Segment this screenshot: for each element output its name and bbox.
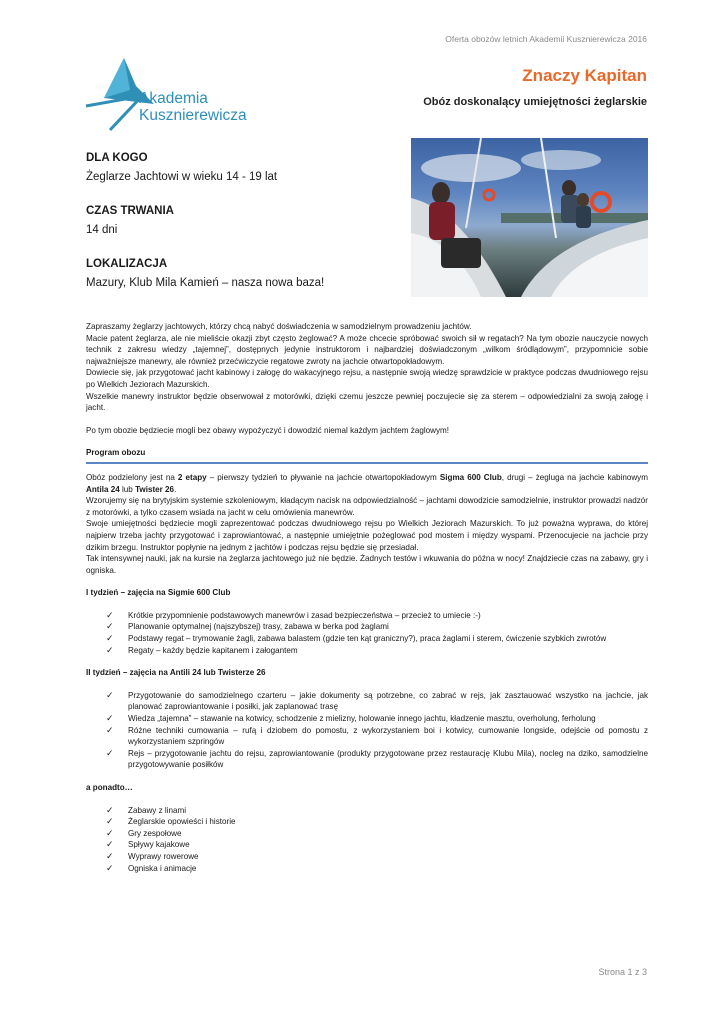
extra-heading: a ponadto…: [86, 783, 133, 792]
logo-line-2: Kusznierewicza: [139, 107, 247, 124]
program-heading: Program obozu: [86, 448, 146, 458]
list-item-text: Regaty – każdy będzie kapitanem i załogantem: [128, 645, 298, 655]
checkmark-icon: ✓: [106, 621, 114, 632]
info-value: Mazury, Klub Mila Kamień – nasza nowa baza!: [86, 277, 325, 289]
list-item-text: Przygotowanie do samodzielnego czarteru – jakie dokumenty są potrzebne, co zabrać w rejs, jak zasztauować wszystko na jachcie, jak planować zaprowiantowanie i posiłki, jak zaplanować trasę: [128, 690, 648, 712]
list-item: [86, 633, 648, 645]
list-item-text: Podstawy regat – trymowanie żagli, zabawa balastem (gdzie ten kąt graniczny?), praca żaglami i sterem, ćwiczenie szybkich zwrotów: [128, 634, 607, 644]
list-item: [86, 621, 648, 633]
week1-list: [86, 610, 648, 656]
info-heading: CZAS TRWANIA: [86, 205, 174, 217]
list-item: [86, 690, 648, 713]
list-item: [86, 748, 648, 771]
checkmark-icon: ✓: [106, 804, 114, 815]
section-divider: [86, 462, 648, 464]
list-item: [86, 713, 648, 725]
intro-paragraph: Zapraszamy żeglarzy jachtowych, którzy chcą nabyć doświadczenia w samodzielnym prowadzeniu jachtów.: [86, 322, 472, 331]
list-item-text: Gry zespołowe: [128, 828, 182, 838]
list-item-text: Żeglarskie opowieści i historie: [128, 817, 236, 827]
week1-heading: I tydzień – zajęcia na Sigmie 600 Club: [86, 588, 231, 598]
bold-run: Twister 26: [135, 484, 175, 494]
list-item: [86, 851, 648, 863]
checkmark-icon: ✓: [106, 816, 114, 827]
bold-run: Sigma 600 Club: [439, 472, 502, 482]
page-subtitle: Obóz doskonalący umiejętności żeglarskie: [423, 96, 647, 108]
list-item-text: Krótkie przypomnienie podstawowych manewrów i zasad bezpieczeństwa – przecież to umiecie :-): [128, 610, 481, 620]
program-paragraph: Wzorujemy się na brytyjskim systemie szkoleniowym, kładącym nacisk na odpowiedzialność – jachtami dowodzicie samodzielnie, instruktor prowadzi nadzór z motorówki, a tylko czasem wsiada na jacht w celu omówienia manewrów.: [86, 496, 648, 517]
list-item: [86, 863, 648, 875]
checkmark-icon: ✓: [106, 724, 114, 735]
program-paragraph: Swoje umiejętności będziecie mogli zaprezentować podczas dwudniowego rejsu po Wielkich Jeziorach Mazurskich. To już poważna wyprawa, do której najpierw trzeba jachty przygotować i zaprowiantować, a następnie umiejętnie pożeglować pod mostem i między wyspami. Przenocujecie na jachcie przy dzikim brzegu. Instruktor popłynie na jednym z jachtów i podczas rejsu będzie się przesiadał.: [86, 519, 648, 552]
text-run: , drugi – żegluga na jachcie kabinowym: [501, 472, 648, 482]
info-location: [86, 258, 396, 289]
intro-paragraph: Macie patent żeglarza, ale nie mieliście okazji zbyt często żeglować? A może chcecie spróbować swoich sił w regatach? Na tym obozie nauczycie nowych technik z zakresu wiedzy „tajemnej”, dostępnych jedynie instruktorom i najbardziej doświadczonym „wilkom śródlądowym”, przypomnicie sobie najważniejsze manewry, ale również przećwiczycie regatowe zwroty na jachcie otwartopokładowym.: [86, 333, 648, 366]
list-item: [86, 828, 648, 840]
list-item-text: Rejs – przygotowanie jachtu do rejsu, zaprowiantowanie (produkty przygotowane przez restaurację Klubu Mila), nocleg na dziko, samodzielne przygotowywanie posiłków: [128, 748, 648, 770]
page-title: Znaczy Kapitan: [522, 66, 647, 85]
list-item: [86, 645, 648, 657]
info-for-whom: [86, 152, 396, 183]
camp-info: [86, 152, 396, 311]
list-item: [86, 725, 648, 748]
bold-run: 2 etapy: [177, 472, 207, 482]
list-item-text: Planowanie optymalnej (najszybszej) trasy, zabawa w berka pod żaglami: [128, 622, 389, 632]
list-item: [86, 816, 648, 828]
list-item-text: Ogniska i animacje: [128, 863, 197, 873]
intro-paragraph: Po tym obozie będziecie mogli bez obawy wypożyczyć i dowodzić niemal każdym jachtem żaglowym!: [86, 425, 450, 435]
logo-line-1: Akademia: [139, 90, 208, 107]
intro-paragraph: Dowiecie się, jak przygotować jacht kabinowy i załogę do wakacyjnego rejsu, a następnie swoją wiedzę sprawdzicie w praktyce podczas dwudniowego rejsu po Wielkich Jeziorach Mazurskich.: [86, 368, 648, 389]
text-run: Obóz podzielony jest na: [86, 472, 178, 482]
extra-list: [86, 805, 648, 875]
info-value: Żeglarze Jachtowi w wieku 14 - 19 lat: [86, 171, 278, 183]
checkmark-icon: ✓: [106, 713, 114, 724]
checkmark-icon: ✓: [106, 839, 114, 850]
week2-list: [86, 690, 648, 771]
checkmark-icon: ✓: [106, 644, 114, 655]
intro-paragraph: Wszelkie manewry instruktor będzie obserwował z motorówki, dzięki czemu jeszcze pewniej poczujecie się za sterem – odpowiedzialni za swoją załogę i jacht.: [86, 391, 648, 413]
logo-text: [139, 90, 247, 124]
checkmark-icon: ✓: [106, 747, 114, 758]
bold-run: Antila 24: [86, 484, 120, 494]
info-value: 14 dni: [86, 224, 118, 236]
list-item: [86, 610, 648, 622]
yacht-photo-illustration: [411, 138, 648, 297]
checkmark-icon: ✓: [106, 862, 114, 873]
checkmark-icon: ✓: [106, 633, 114, 644]
list-item-text: Zabawy z linami: [128, 805, 187, 815]
list-item: [86, 839, 648, 851]
list-item: [86, 805, 648, 817]
page-number: Strona 1 z 3: [598, 967, 647, 977]
checkmark-icon: ✓: [106, 827, 114, 838]
list-item-text: Spływy kajakowe: [128, 840, 190, 850]
main-content: [86, 321, 648, 874]
sailing-photo: [411, 138, 648, 297]
title-area: [423, 66, 647, 108]
text-run: .: [174, 484, 177, 494]
checkmark-icon: ✓: [106, 850, 114, 861]
list-item-text: Różne techniki cumowania – rufą i dziobem do pomostu, z wykorzystaniem boi i kotwicy, cumowanie longside, odejście od pomostu z wykorzystaniem szpringów: [128, 725, 648, 747]
info-duration: [86, 205, 396, 236]
info-heading: DLA KOGO: [86, 152, 148, 164]
text-run: – pierwszy tydzień to pływanie na jachcie otwartopokładowym: [206, 472, 440, 482]
week2-heading: II tydzień – zajęcia na Antili 24 lub Twisterze 26: [86, 668, 266, 678]
program-paragraph: [86, 472, 648, 495]
checkmark-icon: ✓: [106, 609, 114, 620]
program-paragraph: Tak intensywnej nauki, jak na kursie na żeglarza jachtowego już nie będzie. Żadnych testów i wkuwania do późna w nocy! Znajdziecie czas na zabawy, gry i ogniska.: [86, 554, 648, 575]
list-item-text: Wyprawy rowerowe: [128, 851, 199, 861]
info-heading: LOKALIZACJA: [86, 258, 168, 270]
header-note: Oferta obozów letnich Akademii Kusznierewicza 2016: [445, 34, 647, 44]
checkmark-icon: ✓: [106, 689, 114, 700]
list-item-text: Wiedza „tajemna” – stawanie na kotwicy, schodzenie z mielizny, holowanie innego jachtu, kładzenie masztu, overholung, ferholung: [128, 714, 596, 724]
text-run: lub: [119, 484, 136, 494]
